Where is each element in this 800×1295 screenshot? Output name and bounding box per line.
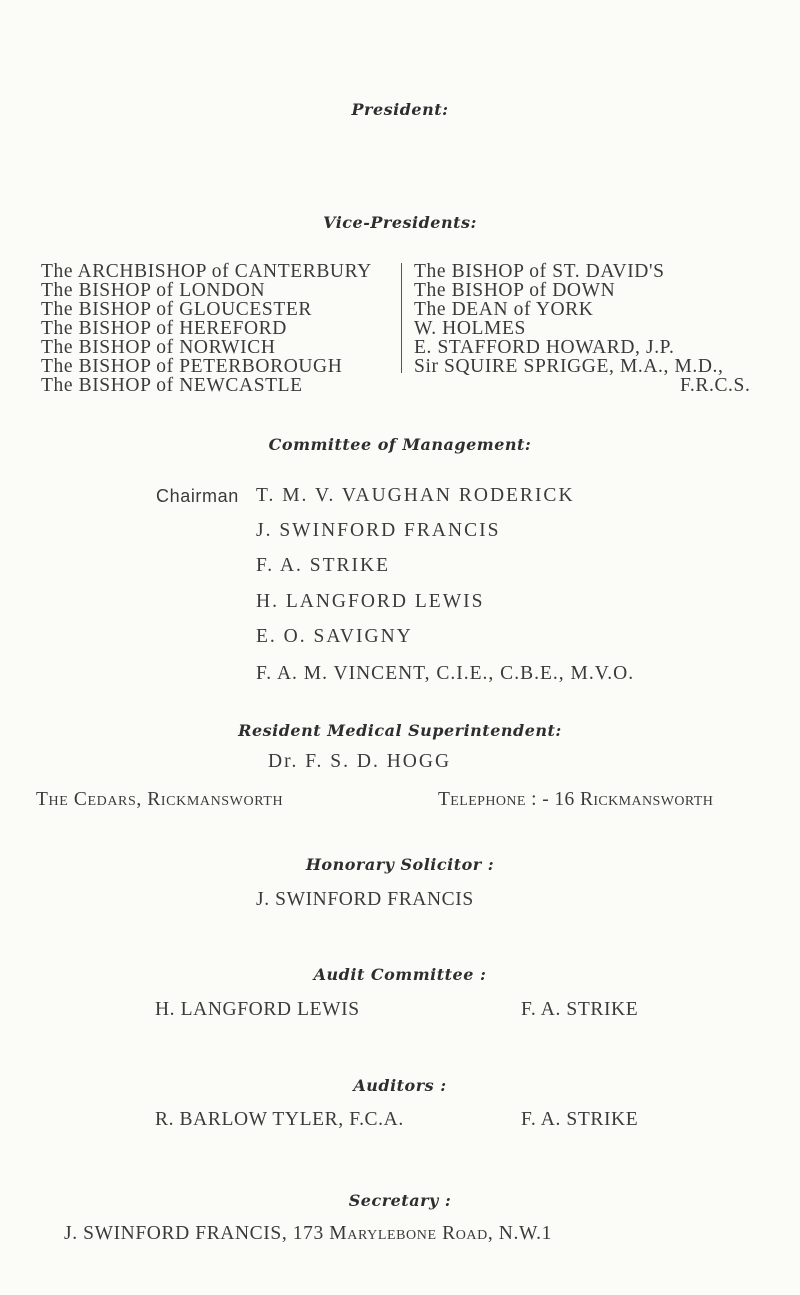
vp-left-item: The BISHOP of PETERBOROUGH [41,356,343,377]
vp-right-item: The BISHOP of ST. DAVID'S [414,261,665,282]
solicitor-heading: Honorary Solicitor : [305,855,495,874]
committee-member: F. A. STRIKE [256,555,391,576]
committee-member: F. A. M. VINCENT, C.I.E., C.B.E., M.V.O. [256,663,635,684]
president-heading: President: [351,100,449,119]
secretary-details: J. SWINFORD FRANCIS, 173 Marylebone Road, N.W.1 [64,1223,552,1244]
committee-member: H. LANGFORD LEWIS [256,591,485,612]
chairman-label: Chairman [156,486,239,506]
committee-member: T. M. V. VAUGHAN RODERICK [256,485,575,506]
vp-right-item: The BISHOP of DOWN [414,280,616,301]
vp-left-item: The BISHOP of LONDON [41,280,266,301]
address: The Cedars, Rickmansworth [36,789,284,810]
auditor: F. A. STRIKE [521,1109,639,1130]
audit-heading: Audit Committee : [313,965,487,984]
committee-member: E. O. SAVIGNY [256,626,413,647]
auditors-heading: Auditors : [353,1076,447,1095]
audit-member: H. LANGFORD LEWIS [155,999,360,1020]
telephone: Telephone : - 16 Rickmansworth [438,789,714,810]
column-divider [401,263,402,373]
vp-right-item: E. STAFFORD HOWARD, J.P. [414,337,675,358]
vice-presidents-heading: Vice-Presidents: [323,213,477,232]
vp-right-item: Sir SQUIRE SPRIGGE, M.A., M.D., [414,356,724,377]
vp-left-item: The BISHOP of GLOUCESTER [41,299,312,320]
superintendent-name: Dr. F. S. D. HOGG [268,751,452,772]
vp-left-item: The BISHOP of NORWICH [41,337,276,358]
vp-left-item: The ARCHBISHOP of CANTERBURY [41,261,372,282]
vp-right-item: W. HOLMES [414,318,526,339]
solicitor-name: J. SWINFORD FRANCIS [256,889,474,910]
vp-right-item: The DEAN of YORK [414,299,594,320]
secretary-heading: Secretary : [348,1191,452,1210]
vp-right-item: F.R.C.S. [680,375,751,396]
committee-member: J. SWINFORD FRANCIS [256,520,501,541]
committee-heading: Committee of Management: [268,435,532,454]
auditor: R. BARLOW TYLER, F.C.A. [155,1109,404,1130]
superintendent-heading: Resident Medical Superintendent: [238,721,562,740]
audit-member: F. A. STRIKE [521,999,639,1020]
vp-left-item: The BISHOP of HEREFORD [41,318,287,339]
vp-left-item: The BISHOP of NEWCASTLE [41,375,303,396]
